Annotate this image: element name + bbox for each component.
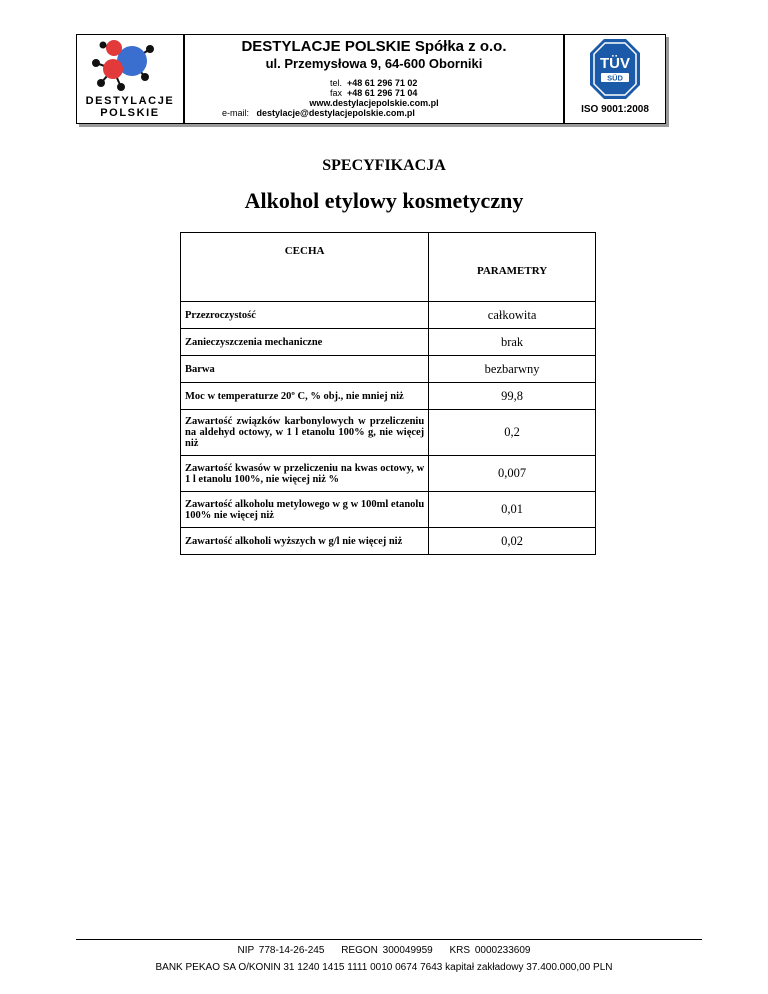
- logo-text-line1: DESTYLACJE: [85, 95, 175, 107]
- parameter-value: 99,8: [429, 383, 596, 410]
- email-label: e-mail:: [222, 108, 250, 118]
- feature-name: Zawartość alkoholu metylowego w g w 100ml etanolu 100% nie więcej niż: [181, 492, 429, 528]
- feature-name: Moc w temperaturze 20º C, % obj., nie mniej niż: [181, 383, 429, 410]
- parameter-value: 0,2: [429, 410, 596, 456]
- fax-number: +48 61 296 71 04: [347, 88, 418, 98]
- footer-bank-details: BANK PEKAO SA O/KONIN 31 1240 1415 1111 0010 0674 7643 kapitał zakładowy 37.400.000,00 PLN: [155, 962, 613, 973]
- footer-regon: REGON 300049959: [341, 945, 433, 956]
- fax-label: fax: [330, 88, 343, 98]
- table-header-row: [181, 233, 596, 302]
- table-row: [181, 356, 596, 383]
- iso-certificate: ISO 9001:2008: [581, 104, 649, 115]
- table-row: [181, 410, 596, 456]
- feature-name: Przezroczystość: [181, 302, 429, 329]
- website-link[interactable]: www.destylacjepolskie.com.pl: [309, 98, 439, 108]
- parameter-value: bezbarwny: [429, 356, 596, 383]
- feature-name: Zawartość kwasów w przeliczeniu na kwas octowy, w 1 l etanolu 100%, nie więcej niż %: [181, 456, 429, 492]
- footer-nip: NIP 778-14-26-245: [237, 945, 325, 956]
- table-row: [181, 492, 596, 528]
- feature-name: Zanieczyszczenia mechaniczne: [181, 329, 429, 356]
- phone-label: tel.: [330, 78, 343, 88]
- parameter-value: 0,02: [429, 528, 596, 555]
- parameter-value: 0,007: [429, 456, 596, 492]
- feature-name: Barwa: [181, 356, 429, 383]
- company-name: DESTYLACJE POLSKIE Spółka z o.o.: [241, 38, 507, 55]
- letterhead: [76, 34, 666, 124]
- email-address[interactable]: destylacje@destylacjepolskie.com.pl: [256, 108, 415, 118]
- footer-divider: [76, 939, 702, 940]
- tuv-logo-text: TÜV: [600, 55, 630, 72]
- footer-krs: KRS 0000233609: [449, 945, 531, 956]
- parameter-value: całkowita: [429, 302, 596, 329]
- company-logo-box: [77, 35, 185, 123]
- table-row: [181, 456, 596, 492]
- document-type: SPECYFIKACJA: [322, 157, 446, 174]
- document-title: Alkohol etylowy kosmetyczny: [244, 188, 524, 213]
- parameter-value: brak: [429, 329, 596, 356]
- logo-text-line2: POLSKIE: [100, 107, 160, 119]
- specification-table: [180, 232, 596, 555]
- certification-box: [563, 35, 665, 123]
- table-row: [181, 383, 596, 410]
- fax-row: [330, 88, 417, 98]
- table-row: [181, 302, 596, 329]
- table-row: [181, 329, 596, 356]
- phone-row: [330, 78, 417, 88]
- tuv-sud-certification-icon: [589, 38, 641, 100]
- footer-registration: [0, 945, 768, 956]
- company-info: [185, 35, 563, 123]
- company-address: ul. Przemysłowa 9, 64-600 Oborniki: [265, 56, 483, 71]
- table-row: [181, 528, 596, 555]
- feature-name: Zawartość alkoholi wyższych w g/l nie więcej niż: [181, 528, 429, 555]
- molecule-logo-icon: [87, 37, 173, 95]
- phone-number: +48 61 296 71 02: [347, 78, 418, 88]
- feature-name: Zawartość związków karbonylowych w przeliczeniu na aldehyd octowy, w 1 l etanolu 100% g, nie więcej niż: [181, 410, 429, 456]
- email-row: [222, 108, 415, 118]
- parameter-value: 0,01: [429, 492, 596, 528]
- column-header-parameters: PARAMETRY: [429, 233, 596, 302]
- tuv-logo-subtext: SÜD: [607, 73, 623, 83]
- column-header-feature: CECHA: [181, 233, 429, 302]
